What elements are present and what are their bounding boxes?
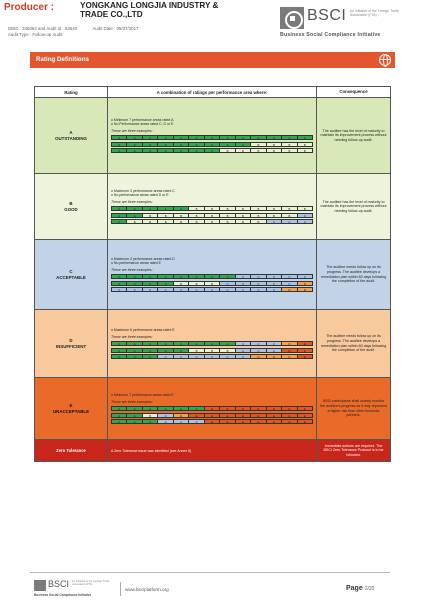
footer-bsci-mark-icon — [34, 580, 46, 591]
page-number: 2/20 — [364, 586, 375, 592]
rating-cell-swatch: C — [282, 220, 297, 223]
footer-logo-text: BSCI — [48, 579, 70, 589]
rating-definitions-table — [34, 86, 391, 462]
rating-cell-swatch: C — [236, 288, 251, 291]
rating-cell-swatch: D — [298, 288, 312, 291]
example-strip — [111, 348, 313, 353]
rating-cell-swatch: C — [220, 282, 235, 285]
rating-cell-swatch: A — [236, 143, 251, 146]
zero-tolerance-label: Zero Tolerance — [35, 440, 108, 462]
rating-letter: C — [69, 268, 73, 274]
footer-url[interactable]: www.bsciplatform.org — [125, 587, 169, 592]
examples-label: These are three examples: — [111, 335, 153, 340]
example-strip — [111, 281, 313, 286]
rating-cell-swatch: A — [143, 149, 158, 152]
rating-cell-swatch: A — [174, 136, 189, 139]
rating-cell-swatch: B — [205, 214, 220, 217]
rating-cell-swatch: A — [174, 342, 189, 345]
rating-label: OUTSTANDING — [55, 135, 87, 141]
rating-cell-swatch: B — [127, 220, 142, 223]
rating-cell-swatch: C — [251, 275, 266, 278]
rating-cell-swatch: A — [143, 275, 158, 278]
rating-cell-swatch: A — [158, 275, 173, 278]
rating-cell-swatch: E — [205, 407, 220, 410]
rating-cell-swatch: C — [174, 355, 189, 358]
rating-cell-swatch: B — [174, 214, 189, 217]
rating-cell-swatch: C — [251, 282, 266, 285]
rating-cell-swatch: A — [174, 143, 189, 146]
rating-cell-swatch: A — [143, 355, 158, 358]
example-strip — [111, 213, 313, 218]
rating-cell-swatch: A — [220, 275, 235, 278]
rating-cell — [35, 240, 108, 310]
rating-cell-swatch: C — [236, 282, 251, 285]
combination-cell — [108, 174, 317, 240]
rating-cell-swatch: B — [174, 220, 189, 223]
rating-cell-swatch: D — [282, 288, 297, 291]
example-strip — [111, 148, 313, 153]
audit-type: Audit Type : Follow-up Audit — [8, 32, 63, 37]
rating-cell-swatch: D — [298, 282, 312, 285]
rating-cell-swatch: C — [267, 288, 282, 291]
rating-cell-swatch: B — [251, 214, 266, 217]
rating-cell-swatch: B — [189, 214, 204, 217]
rating-cell-swatch: B — [298, 207, 312, 210]
combination-cell — [108, 98, 317, 174]
rating-cell-swatch: E — [205, 420, 220, 423]
example-strip — [111, 354, 313, 359]
rating-cell-swatch: E — [282, 420, 297, 423]
rating-letter: A — [69, 129, 73, 135]
rating-cell-swatch: E — [298, 420, 312, 423]
rating-cell-swatch: A — [127, 414, 142, 417]
company-name-line1: YONGKANG LONGJIA INDUSTRY & — [80, 1, 219, 10]
header-consequence: Consequence — [317, 87, 391, 98]
rating-cell-swatch: A — [127, 407, 142, 410]
rating-cell-swatch: D — [174, 414, 189, 417]
rating-cell-swatch: A — [127, 355, 142, 358]
rating-cell-swatch: A — [220, 342, 235, 345]
company-name — [80, 1, 250, 19]
example-strip — [111, 274, 313, 279]
rating-cell-swatch: A — [143, 282, 158, 285]
rating-cell-swatch: A — [127, 207, 142, 210]
rating-cell-swatch: A — [174, 349, 189, 352]
rating-cell-swatch: E — [298, 349, 312, 352]
rating-cell-swatch: B — [143, 214, 158, 217]
producer-label: Producer : — [4, 2, 55, 13]
rating-cell-swatch: B — [189, 207, 204, 210]
rating-cell-swatch: E — [236, 420, 251, 423]
rating-cell-swatch: A — [143, 143, 158, 146]
rating-row-d — [35, 310, 391, 378]
rating-cell-swatch: E — [189, 414, 204, 417]
rating-cell-swatch: A — [112, 342, 127, 345]
table-header-row — [35, 87, 391, 98]
rating-cell-swatch: A — [205, 275, 220, 278]
rating-cell-swatch: E — [236, 414, 251, 417]
rating-cell-swatch: E — [251, 420, 266, 423]
rating-cell-swatch: C — [127, 288, 142, 291]
rating-cell-swatch: B — [189, 282, 204, 285]
globe-icon[interactable] — [379, 54, 391, 66]
rating-cell-swatch: B — [282, 143, 297, 146]
rating-cell-swatch: A — [189, 407, 204, 410]
rating-cell-swatch: A — [143, 342, 158, 345]
rating-cell-swatch: A — [112, 355, 127, 358]
rating-cell-swatch: C — [189, 288, 204, 291]
rating-cell-swatch: B — [251, 220, 266, 223]
rating-cell-swatch: C — [267, 349, 282, 352]
page-label: Page — [346, 585, 363, 592]
examples-label: These are three examples: — [111, 200, 153, 205]
rating-cell-swatch: C — [251, 288, 266, 291]
rating-cell-swatch: B — [158, 220, 173, 223]
rating-cell-swatch: B — [251, 143, 266, 146]
rating-cell-swatch: C — [143, 288, 158, 291]
rating-cell-swatch: A — [220, 136, 235, 139]
rating-cell-swatch: A — [158, 143, 173, 146]
consequence-cell: BSCI participants shall closely monitor the auditee's progress as it may represent a higher risk than other business partners. — [317, 378, 391, 440]
rating-cell-swatch: B — [220, 349, 235, 352]
footer-separator — [120, 582, 121, 596]
rating-cell-swatch: C — [158, 288, 173, 291]
rating-cell-swatch: B — [174, 282, 189, 285]
rating-cell-swatch: B — [205, 220, 220, 223]
rating-cell-swatch: B — [158, 214, 173, 217]
rating-cell-swatch: A — [189, 143, 204, 146]
criterion-line: o No Performance areas rated C, D or E — [111, 122, 174, 127]
bsci-logo-tagline: Business Social Compliance Initiative — [280, 32, 381, 38]
footer-logo-small: An initiative of the Foreign Trade Association (FTA) — [72, 580, 110, 587]
zero-tolerance-row — [35, 440, 391, 462]
rating-cell-swatch: B — [143, 220, 158, 223]
example-strip — [111, 406, 313, 411]
criterion-line: o Maximum 6 performance areas rated E — [111, 327, 175, 332]
examples-label: These are three examples: — [111, 400, 153, 405]
rating-cell-swatch: B — [282, 207, 297, 210]
rating-cell-swatch: B — [205, 349, 220, 352]
example-strip — [111, 206, 313, 211]
header-rating: Rating — [35, 87, 108, 98]
rating-cell-swatch: C — [158, 414, 173, 417]
rating-cell-swatch: A — [112, 349, 127, 352]
rating-cell-swatch: A — [127, 143, 142, 146]
combination-cell — [108, 378, 317, 440]
rating-row-c — [35, 240, 391, 310]
bsci-mark-icon — [280, 7, 304, 29]
rating-cell-swatch: B — [220, 220, 235, 223]
examples-label: These are three examples: — [111, 129, 153, 134]
rating-cell-swatch: A — [112, 220, 127, 223]
consequence-cell: The auditee needs follow up on its progress. The auditee develops a remediation plan within 60 days following the completion of the audit. — [317, 310, 391, 378]
zero-tolerance-consequence: Immediate actions are required. The BSCI Zero Tolerance Protocol is to be followed. — [317, 440, 391, 462]
rating-cell — [35, 310, 108, 378]
rating-cell-swatch: C — [236, 342, 251, 345]
rating-cell-swatch: A — [158, 136, 173, 139]
rating-cell-swatch: A — [143, 136, 158, 139]
rating-row-e — [35, 378, 391, 440]
rating-cell-swatch: C — [220, 355, 235, 358]
rating-cell-swatch: C — [112, 288, 127, 291]
rating-cell-swatch: A — [127, 275, 142, 278]
rating-cell-swatch: A — [112, 214, 127, 217]
rating-cell-swatch: A — [205, 136, 220, 139]
rating-cell-swatch: C — [267, 220, 282, 223]
bsci-logo — [280, 7, 410, 41]
rating-cell-swatch: C — [282, 282, 297, 285]
rating-cell-swatch: C — [205, 288, 220, 291]
rating-cell-swatch: A — [158, 282, 173, 285]
rating-letter: B — [69, 200, 73, 206]
rating-body — [35, 98, 391, 462]
rating-cell-swatch: A — [127, 149, 142, 152]
page-header — [0, 0, 424, 48]
rating-cell-swatch: A — [127, 342, 142, 345]
rating-cell-swatch: A — [112, 414, 127, 417]
rating-cell-swatch: E — [298, 355, 312, 358]
rating-cell-swatch: C — [236, 349, 251, 352]
rating-cell-swatch: B — [236, 207, 251, 210]
rating-cell-swatch: A — [112, 136, 127, 139]
rating-cell-swatch: E — [205, 414, 220, 417]
consequence-cell: The auditee has the level of maturity to maintain its improvement process without needing follow-up audit. — [317, 174, 391, 240]
audit-ids: DBID : 345092 and Audit Id : 93540 — [8, 26, 78, 31]
zero-tolerance-text: A Zero Tolerance issue was identified (see Annex 5) — [108, 440, 317, 462]
rating-label: INSUFFICIENT — [55, 343, 87, 349]
section-title: Rating Definitions — [36, 56, 89, 63]
rating-cell-swatch: A — [267, 136, 282, 139]
rating-cell-swatch: E — [251, 414, 266, 417]
rating-cell-swatch: E — [220, 420, 235, 423]
rating-cell-swatch: C — [267, 282, 282, 285]
rating-cell-swatch: A — [205, 149, 220, 152]
rating-cell-swatch: C — [282, 275, 297, 278]
rating-cell-swatch: A — [112, 282, 127, 285]
rating-cell-swatch: B — [189, 349, 204, 352]
footer-logo-tagline: Business Social Compliance Initiative — [34, 593, 92, 597]
rating-cell-swatch: D — [282, 355, 297, 358]
rating-cell-swatch: A — [205, 342, 220, 345]
rating-row-a — [35, 98, 391, 174]
section-bar — [30, 52, 395, 68]
rating-cell-swatch: B — [220, 214, 235, 217]
rating-cell-swatch: A — [127, 214, 142, 217]
rating-cell-swatch: D — [251, 355, 266, 358]
rating-cell-swatch: B — [220, 149, 235, 152]
rating-cell-swatch: A — [174, 275, 189, 278]
consequence-cell: The auditee has the level of maturity to maintain its improvement process without needing follow-up audit. — [317, 98, 391, 174]
rating-cell-swatch: B — [236, 220, 251, 223]
rating-cell-swatch: A — [189, 342, 204, 345]
audit-ids-line — [8, 26, 138, 31]
rating-cell-swatch: A — [236, 136, 251, 139]
rating-cell-swatch: B — [189, 220, 204, 223]
rating-cell-swatch: C — [236, 355, 251, 358]
rating-cell — [35, 378, 108, 440]
rating-cell-swatch: E — [267, 414, 282, 417]
rating-cell-swatch: A — [220, 143, 235, 146]
rating-cell-swatch: B — [251, 149, 266, 152]
criterion-line: o No performance areas rated E — [111, 261, 161, 266]
rating-cell-swatch: E — [251, 407, 266, 410]
rating-cell-swatch: B — [220, 207, 235, 210]
rating-cell-swatch: A — [282, 136, 297, 139]
rating-cell-swatch: A — [189, 149, 204, 152]
page-footer — [0, 572, 424, 610]
rating-cell-swatch: A — [158, 407, 173, 410]
rating-cell — [35, 98, 108, 174]
rating-cell-swatch: A — [174, 207, 189, 210]
rating-cell-swatch: C — [174, 288, 189, 291]
rating-cell-swatch: A — [112, 275, 127, 278]
rating-cell-swatch: B — [205, 282, 220, 285]
rating-cell-swatch: E — [298, 342, 312, 345]
rating-cell-swatch: B — [267, 143, 282, 146]
rating-cell-swatch: C — [205, 355, 220, 358]
rating-cell-swatch: A — [112, 149, 127, 152]
rating-cell-swatch: B — [205, 207, 220, 210]
rating-cell-swatch: A — [158, 149, 173, 152]
criterion-line: o Maximum 3 performance areas rated C — [111, 188, 175, 193]
example-strip — [111, 135, 313, 140]
rating-cell-swatch: E — [282, 407, 297, 410]
rating-row-b — [35, 174, 391, 240]
rating-cell-swatch: A — [143, 407, 158, 410]
rating-cell-swatch: D — [267, 355, 282, 358]
rating-cell-swatch: E — [220, 414, 235, 417]
rating-cell-swatch: E — [236, 407, 251, 410]
rating-cell-swatch: E — [267, 420, 282, 423]
rating-cell-swatch: C — [298, 214, 312, 217]
rating-cell-swatch: A — [112, 420, 127, 423]
rating-cell-swatch: A — [127, 136, 142, 139]
rating-cell-swatch: C — [220, 288, 235, 291]
rating-letter: E — [69, 402, 73, 408]
rating-cell-swatch: E — [298, 414, 312, 417]
rating-letter: D — [69, 337, 73, 343]
rating-cell-swatch: B — [267, 149, 282, 152]
rating-cell-swatch: A — [174, 149, 189, 152]
rating-cell-swatch: C — [174, 420, 189, 423]
rating-cell-swatch: E — [298, 407, 312, 410]
rating-cell-swatch: C — [189, 355, 204, 358]
rating-cell-swatch: D — [282, 342, 297, 345]
consequence-cell: The auditee needs follow up on its progress. The auditee develops a remediation plan within 60 days following the completion of the audit. — [317, 240, 391, 310]
criterion-line: o Maximum 2 performance areas rated D — [111, 256, 175, 261]
rating-cell-swatch: A — [127, 349, 142, 352]
rating-cell-swatch: E — [282, 349, 297, 352]
rating-cell-swatch: B — [236, 149, 251, 152]
rating-cell-swatch: C — [236, 275, 251, 278]
rating-cell-swatch: E — [220, 407, 235, 410]
rating-cell-swatch: A — [189, 275, 204, 278]
rating-cell-swatch: A — [158, 342, 173, 345]
criterion-line: o Minimum 7 performance areas rated A — [111, 117, 174, 122]
example-strip — [111, 413, 313, 418]
rating-cell-swatch: B — [282, 149, 297, 152]
example-strip — [111, 219, 313, 224]
rating-cell-swatch: A — [158, 349, 173, 352]
rating-cell-swatch: C — [251, 342, 266, 345]
rating-cell-swatch: A — [205, 143, 220, 146]
rating-cell-swatch: A — [251, 136, 266, 139]
footer-divider — [30, 572, 390, 573]
combination-cell — [108, 310, 317, 378]
company-name-line2: TRADE CO.,LTD — [80, 10, 143, 19]
rating-cell-swatch: C — [267, 342, 282, 345]
rating-cell-swatch: C — [189, 420, 204, 423]
rating-cell-swatch: A — [174, 407, 189, 410]
header-combination: A combination of ratings per performance area where: — [108, 87, 317, 98]
rating-cell-swatch: A — [158, 207, 173, 210]
rating-cell-swatch: C — [298, 220, 312, 223]
rating-cell-swatch: B — [236, 214, 251, 217]
footer-bsci-logo — [34, 580, 114, 604]
bsci-logo-small: An initiative of the Foreign Trade Association (FTA) — [350, 9, 399, 18]
rating-cell-swatch: B — [298, 149, 312, 152]
rating-cell-swatch: A — [298, 136, 312, 139]
example-strip — [111, 287, 313, 292]
rating-cell-swatch: B — [267, 214, 282, 217]
rating-cell-swatch: A — [143, 207, 158, 210]
rating-cell-swatch: A — [127, 282, 142, 285]
rating-cell-swatch: A — [143, 349, 158, 352]
rating-cell-swatch: A — [189, 136, 204, 139]
rating-cell-swatch: C — [158, 355, 173, 358]
rating-cell-swatch: B — [282, 214, 297, 217]
criterion-line: o Minimum 7 performance areas rated E — [111, 392, 174, 397]
example-strip — [111, 142, 313, 147]
audit-date: Audit Date : 05/07/2017 — [92, 26, 139, 31]
rating-cell-swatch: A — [112, 207, 127, 210]
example-strip — [111, 419, 313, 424]
rating-cell-swatch: B — [267, 207, 282, 210]
criterion-line: o No performance areas rated D or E — [111, 193, 169, 198]
rating-label: UNACCEPTABLE — [52, 408, 90, 414]
bsci-logo-text: BSCI — [307, 7, 347, 24]
rating-cell-swatch: C — [298, 275, 312, 278]
rating-cell-swatch: A — [112, 143, 127, 146]
rating-label: ACCEPTABLE — [56, 274, 86, 280]
rating-label: GOOD — [64, 206, 78, 212]
page-indicator — [346, 585, 374, 592]
rating-cell-swatch: A — [127, 420, 142, 423]
rating-cell-swatch: E — [267, 407, 282, 410]
combination-cell — [108, 240, 317, 310]
rating-cell-swatch: B — [143, 414, 158, 417]
examples-label: These are three examples: — [111, 268, 153, 273]
rating-cell-swatch: C — [158, 420, 173, 423]
rating-cell-swatch: C — [267, 275, 282, 278]
rating-cell-swatch: B — [251, 207, 266, 210]
rating-cell-swatch: A — [112, 407, 127, 410]
rating-cell-swatch: C — [251, 349, 266, 352]
rating-cell-swatch: A — [143, 420, 158, 423]
rating-cell-swatch: B — [298, 143, 312, 146]
rating-cell-swatch: E — [282, 414, 297, 417]
rating-cell — [35, 174, 108, 240]
example-strip — [111, 341, 313, 346]
